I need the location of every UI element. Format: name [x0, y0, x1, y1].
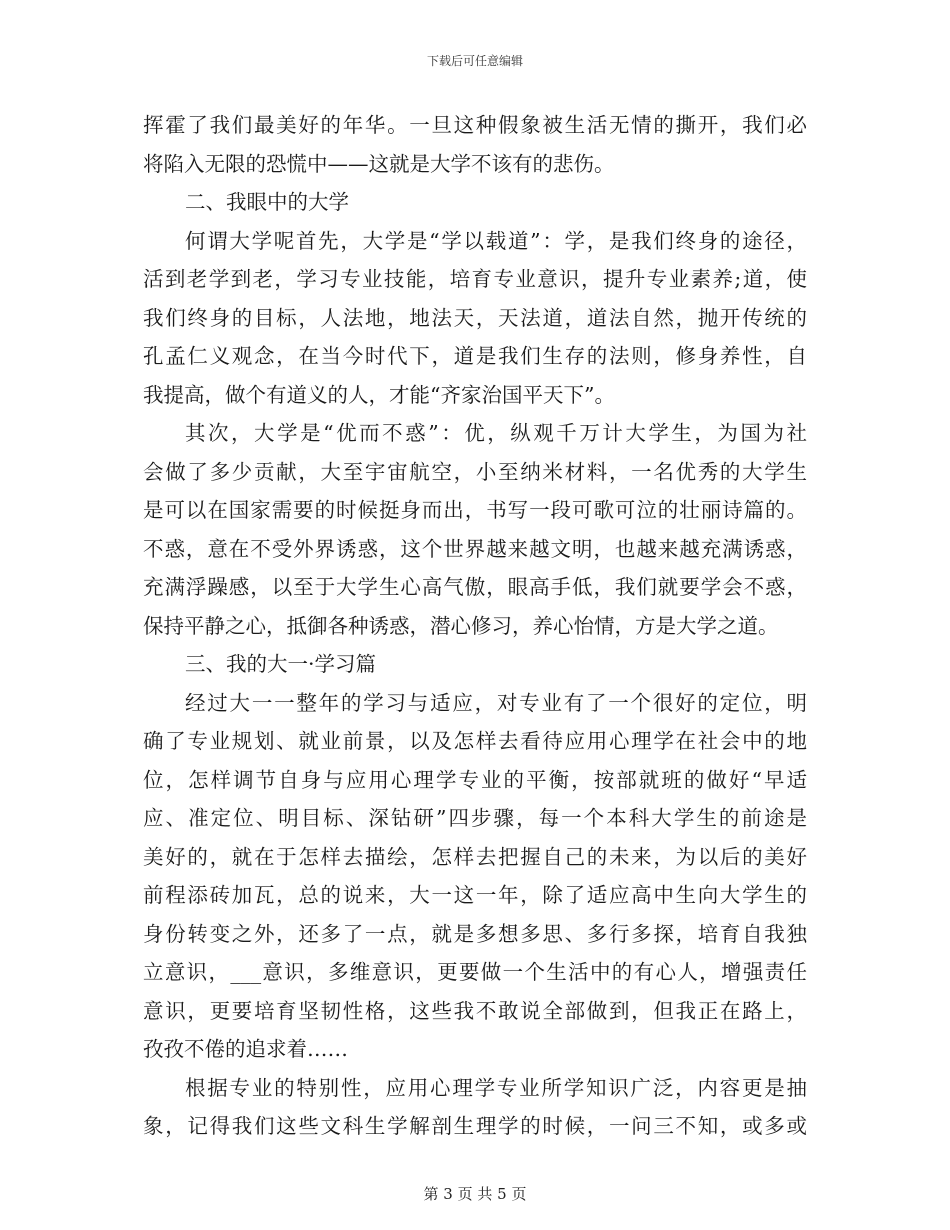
- text-line: 保持平静之心，抵御各种诱惑，潜心修习，养心怡情，方是大学之道。: [143, 613, 779, 638]
- text-line: 孔孟仁义观念，在当今时代下，道是我们生存的法则，修身养性，自: [143, 344, 807, 368]
- text-line: 会做了多少贡献，大至宇宙航空，小至纳米材料，一名优秀的大学生: [143, 459, 807, 484]
- text-line: 意识，更要培育坚韧性格，这些我不敢说全部做到，但我正在路上，: [143, 998, 807, 1023]
- text-line: 将陷入无限的恐慌中——这就是大学不该有的悲伤。: [143, 151, 615, 176]
- text-line: 充满浮躁感，以至于大学生心高气傲，眼高手低，我们就要学会不惑，: [143, 575, 807, 599]
- page-footer: 第 3 页 共 5 页: [423, 1185, 527, 1203]
- text-line: 二、我眼中的大学: [185, 190, 349, 214]
- text-line: 象，记得我们这些文科生学解剖生理学的时候，一问三不知，或多或: [143, 1114, 807, 1138]
- text-line: 挥霍了我们最美好的年华。一旦这种假象被生活无情的撕开，我们必: [143, 113, 807, 137]
- text-line: 美好的，就在于怎样去描绘，怎样去把握自己的未来，为以后的美好: [143, 844, 807, 869]
- text-line: 三、我的大一·学习篇: [185, 652, 377, 676]
- text-line: 孜孜不倦的追求着……: [143, 1037, 348, 1061]
- text-line: 活到老学到老，学习专业技能，培育专业意识，提升专业素养;道，使: [143, 267, 807, 291]
- text-line: 不惑，意在不受外界诱惑，这个世界越来越文明，也越来越充满诱惑，: [143, 536, 807, 561]
- text-line: 确了专业规划、就业前景，以及怎样去看待应用心理学在社会中的地: [143, 729, 807, 753]
- text-line: 我提高，做个有道义的人，才能“齐家治国平天下”。: [143, 382, 615, 407]
- document-body: [143, 106, 807, 1146]
- text-line: 位，怎样调节自身与应用心理学专业的平衡，按部就班的做好“早适: [143, 767, 807, 792]
- text-line: 根据专业的特别性，应用心理学专业所学知识广泛，内容更是抽: [185, 1075, 807, 1100]
- text-line: 何谓大学呢首先，大学是“学以载道”：学，是我们终身的途径，: [185, 228, 807, 253]
- text-line: 立意识，___意识，多维意识，更要做一个生活中的有心人，增强责任: [143, 960, 807, 984]
- text-line: 其次，大学是“优而不惑”：优，纵观千万计大学生，为国为社: [185, 421, 807, 445]
- text-line: 经过大一一整年的学习与适应，对专业有了一个很好的定位，明: [185, 690, 807, 715]
- text-line: 我们终身的目标，人法地，地法天，天法道，道法自然，抛开传统的: [143, 305, 807, 330]
- page-header: 下载后可任意编辑: [426, 54, 523, 68]
- text-line: 是可以在国家需要的时候挺身而出，书写一段可歌可泣的壮丽诗篇的。: [143, 498, 807, 522]
- text-line: 前程添砖加瓦，总的说来，大一这一年，除了适应高中生向大学生的: [143, 883, 807, 907]
- text-line: 身份转变之外，还多了一点，就是多想多思、多行多探，培育自我独: [143, 921, 807, 946]
- text-line: 应、准定位、明目标、深钻研”四步骤，每一个本科大学生的前途是: [143, 806, 807, 830]
